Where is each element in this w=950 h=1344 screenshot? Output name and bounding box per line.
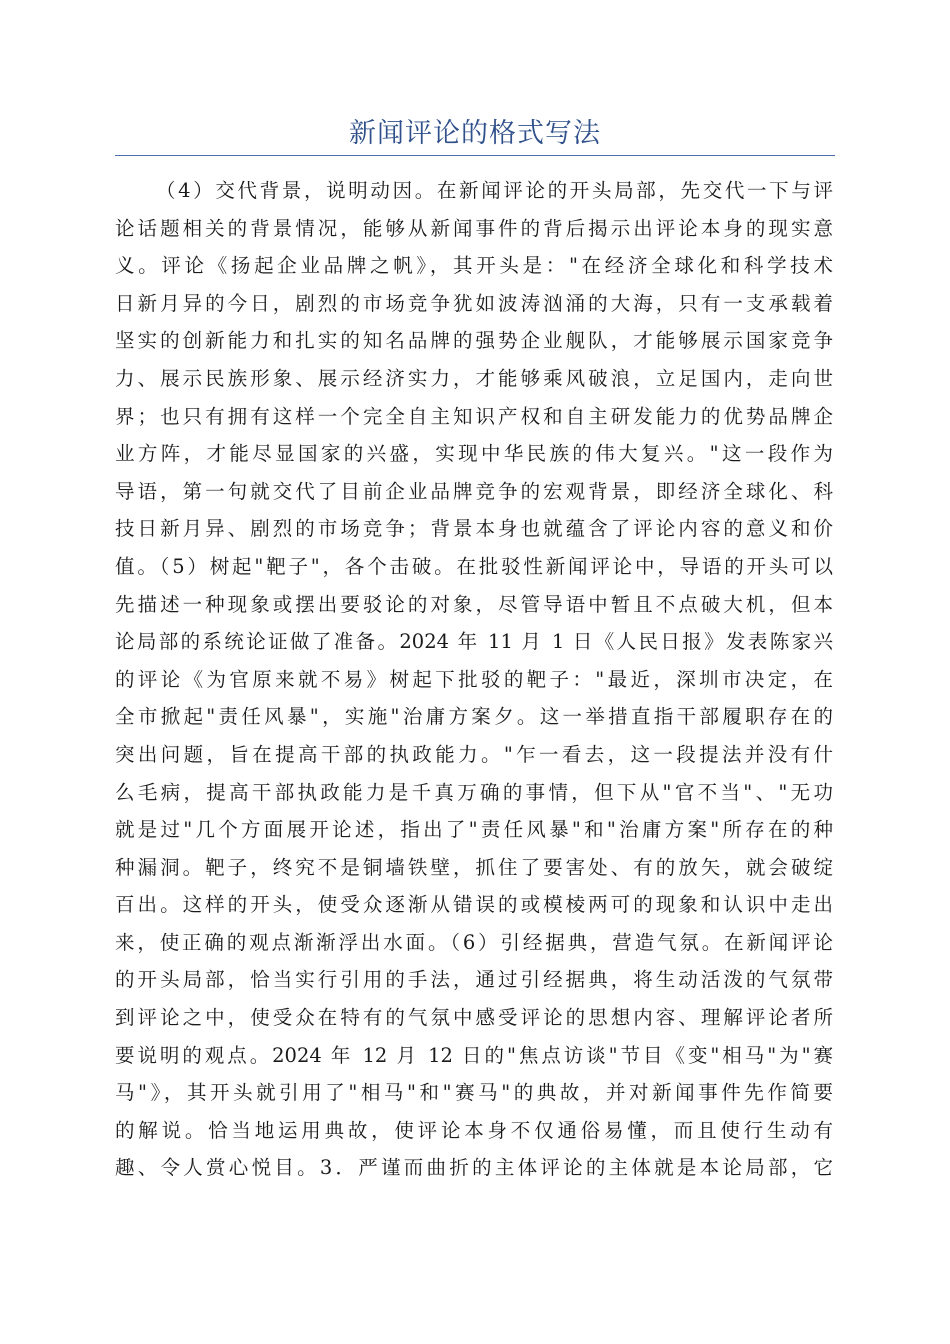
text-line: 力、展示民族形象、展示经济实力，才能够乘风破浪，立足国内，走向世 xyxy=(115,366,833,390)
text-line: 的开头局部，恰当实行引用的手法，通过引经据典，将生动活泼的气氛带 xyxy=(115,968,833,992)
text-line: 的评论《为官原来就不易》树起下批驳的靶子："最近，深圳市决定，在 xyxy=(115,667,833,691)
body-paragraph xyxy=(115,172,833,1187)
text-line: 就是过"几个方面展开论述，指出了"责任风暴"和"治庸方案"所存在的种 xyxy=(115,818,833,842)
text-line: 么毛病，提高干部执政能力是千真万确的事情，但下从"官不当"、"无功 xyxy=(115,780,833,804)
text-line: 趣、令人赏心悦目。3．严谨而曲折的主体评论的主体就是本论局部，它 xyxy=(115,1156,833,1180)
text-line: 技日新月异、剧烈的市场竞争；背景本身也就蕴含了评论内容的意义和价 xyxy=(115,517,833,541)
text-line: 来，使正确的观点渐渐浮出水面。（6）引经据典，营造气氛。在新闻评论 xyxy=(115,930,833,954)
text-line: 坚实的创新能力和扎实的知名品牌的强势企业舰队，才能够展示国家竞争 xyxy=(115,329,833,353)
text-line: 种漏洞。靶子，终究不是铜墙铁壁，抓住了要害处、有的放矢，就会破绽 xyxy=(115,855,833,879)
text-line: 突出问题，旨在提高干部的执政能力。"乍一看去，这一段提法并没有什 xyxy=(115,742,833,766)
text-line: 的解说。恰当地运用典故，使评论本身不仅通俗易懂，而且使行生动有 xyxy=(115,1118,833,1142)
title-underline xyxy=(115,155,835,156)
text-line: 全市掀起"责任风暴"，实施"治庸方案夕。这一举措直指干部履职存在的 xyxy=(115,705,833,729)
text-line: 百出。这样的开头，使受众逐渐从错误的或模棱两可的现象和认识中走出 xyxy=(115,893,833,917)
text-line: 论话题相关的背景情况，能够从新闻事件的背后揭示出评论本身的现实意 xyxy=(115,216,833,240)
text-line: 导语，第一句就交代了目前企业品牌竞争的宏观背景，即经济全球化、科 xyxy=(115,479,833,503)
text-line: （4）交代背景，说明动因。在新闻评论的开头局部，先交代一下与评 xyxy=(156,179,833,202)
text-line: 义。评论《扬起企业品牌之帆》，其开头是："在经济全球化和科学技术 xyxy=(115,254,833,278)
text-line: 要说明的观点。2024 年 12 月 12 日的"焦点访谈"节目《变"相马"为"赛 xyxy=(115,1043,833,1067)
text-line: 先描述一种现象或摆出要驳论的对象，尽管导语中暂且不点破大机，但本 xyxy=(115,592,833,616)
text-line: 马"》，其开头就引用了"相马"和"赛马"的典故，并对新闻事件先作简要 xyxy=(115,1081,833,1105)
text-line: 业方阵，才能尽显国家的兴盛，实现中华民族的伟大复兴。"这一段作为 xyxy=(115,442,833,466)
text-line: 论局部的系统论证做了准备。2024 年 11 月 1 日《人民日报》发表陈家兴 xyxy=(115,630,833,654)
text-line: 到评论之中，使受众在特有的气氛中感受评论的思想内容、理解评论者所 xyxy=(115,1006,833,1030)
text-line: 值。（5）树起"靶子"，各个击破。在批驳性新闻评论中，导语的开头可以 xyxy=(115,554,833,578)
document-title: 新闻评论的格式写法 xyxy=(349,118,601,149)
text-line: 日新月异的今日，剧烈的市场竞争犹如波涛汹涌的大海，只有一支承载着 xyxy=(115,291,833,315)
text-line: 界；也只有拥有这样一个完全自主知识产权和自主研发能力的优势品牌企 xyxy=(115,404,833,428)
